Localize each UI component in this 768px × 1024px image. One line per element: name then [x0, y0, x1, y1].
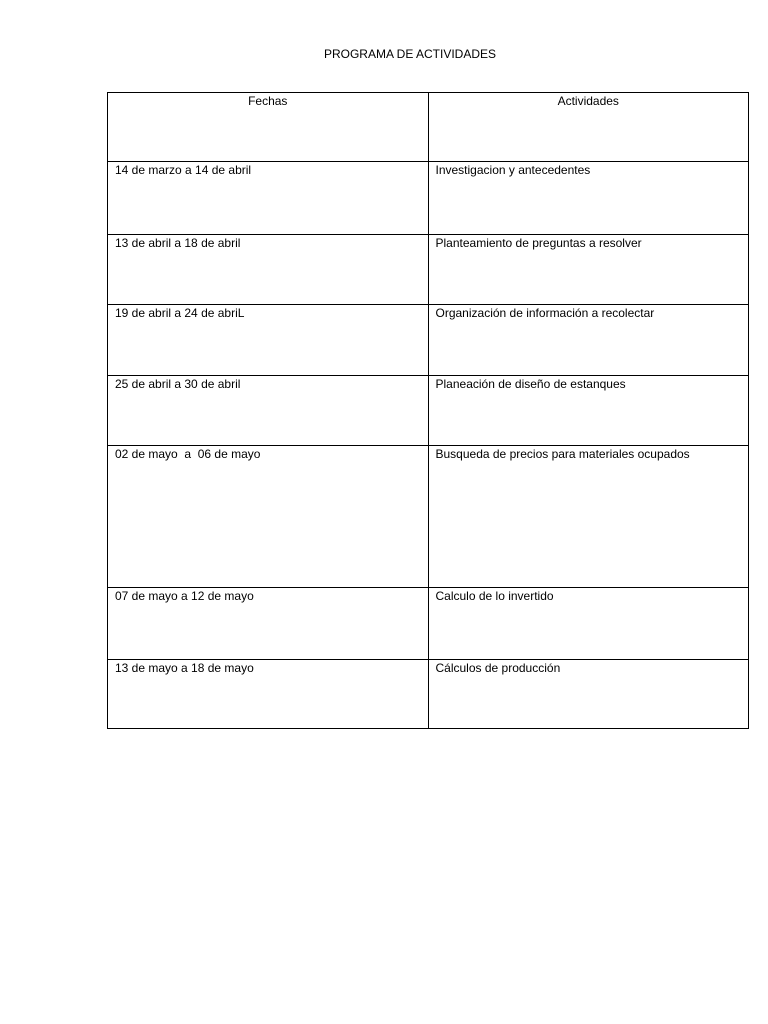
activity-cell: Planeación de diseño de estanques	[428, 376, 749, 446]
dates-cell: 25 de abril a 30 de abril	[108, 376, 429, 446]
activity-cell: Busqueda de precios para materiales ocupados	[428, 446, 749, 588]
header-activities: Actividades	[428, 93, 749, 162]
page-title: PROGRAMA DE ACTIVIDADES	[323, 47, 497, 61]
activity-cell: Calculo de lo invertido	[428, 588, 749, 660]
dates-cell: 19 de abril a 24 de abriL	[108, 305, 429, 376]
activity-cell: Cálculos de producción	[428, 660, 749, 729]
table-row	[108, 162, 749, 235]
dates-cell: 02 de mayo a 06 de mayo	[108, 446, 429, 588]
table-row	[108, 588, 749, 660]
table-row	[108, 235, 749, 305]
table-row	[108, 446, 749, 588]
activities-table	[107, 92, 749, 729]
activity-cell: Investigacion y antecedentes	[428, 162, 749, 235]
activity-cell: Organización de información a recolectar	[428, 305, 749, 376]
dates-cell: 13 de abril a 18 de abril	[108, 235, 429, 305]
dates-cell: 13 de mayo a 18 de mayo	[108, 660, 429, 729]
dates-cell: 14 de marzo a 14 de abril	[108, 162, 429, 235]
activity-cell: Planteamiento de preguntas a resolver	[428, 235, 749, 305]
dates-cell: 07 de mayo a 12 de mayo	[108, 588, 429, 660]
header-dates: Fechas	[108, 93, 429, 162]
table-row	[108, 660, 749, 729]
table-header-row	[108, 93, 749, 162]
table-row	[108, 376, 749, 446]
table-row	[108, 305, 749, 376]
